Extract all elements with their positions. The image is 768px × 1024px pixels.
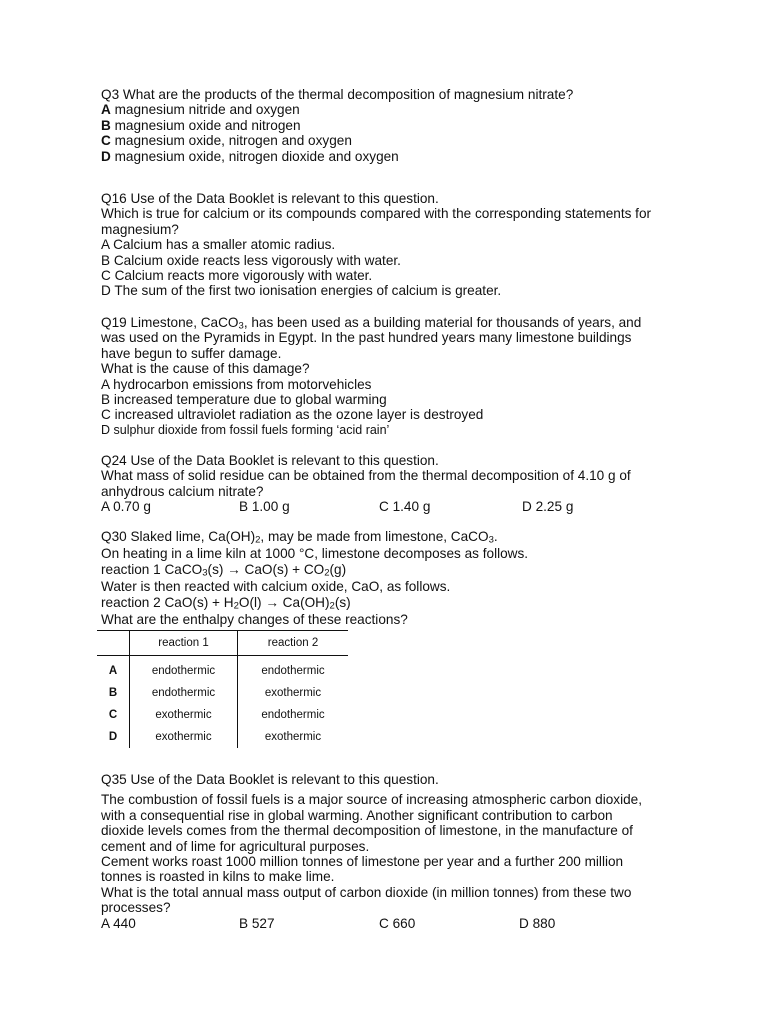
table-header-key [97,631,130,656]
q3-stem: Q3 What are the products of the thermal decomposition of magnesium nitrate? [101,87,574,102]
q3-option-a: A magnesium nitride and oxygen [101,102,300,118]
q35-options [101,916,646,932]
q35-question: What is the total annual mass output of carbon dioxide (in million tonnes) from these two processes? [101,884,632,916]
question-q3 [101,87,661,164]
table-row [97,656,348,683]
question-q24 [101,453,646,515]
q24-stem: What mass of solid residue can be obtained from the thermal decomposition of 4.10 g of anhydrous calcium nitrate? [101,468,631,499]
q30-line2: On heating in a lime kiln at 1000 °C, limestone decomposes as follows. [101,545,529,561]
table-header-row [97,631,348,656]
table-cell: endothermic [261,709,325,721]
q30-reaction1: reaction 1 CaCO$_3$(s) → $CaO(s) + CO_2(g)$ [101,562,347,579]
q19-option-d: D sulphur dioxide from fossil fuels forming ‘acid rain’ [101,422,390,437]
table-cell: endothermic [261,665,325,677]
table-cell: exothermic [264,731,322,743]
q3-option-c: C magnesium oxide, nitrogen and oxygen [101,133,352,149]
table-row [97,726,348,748]
table-row [97,704,348,726]
q35-paragraph2: Cement works roast 1000 million tonnes of limestone per year and a further 200 million tonnes is roasted in kilns to make lime. [101,854,624,885]
q24-option-d: D 2.25 g [522,499,574,515]
q19-option-c: C increased ultraviolet radiation as the ozone layer is destroyed [101,407,484,423]
table-row-key: A [97,656,130,683]
table-cell: exothermic [130,726,238,748]
q24-line1: Q24 Use of the Data Booklet is relevant to this question. [101,453,439,468]
table-header-reaction1: reaction 1 [130,631,238,656]
q24-options [101,499,646,515]
q16-option-a: A Calcium has a smaller atomic radius. [101,237,336,253]
q3-option-d: D magnesium oxide, nitrogen dioxide and oxygen [101,148,399,164]
q30-line4: Water is then reacted with calcium oxide, CaO, as follows. [101,578,451,594]
table-cell: endothermic [130,656,238,683]
q35-paragraph1: The combustion of fossil fuels is a major source of increasing atmospheric carbon dioxide, with a consequential rise in global warming. Another significant contribution to carbon dioxide levels comes from the thermal decomposition of limestone, in the manufacture of cement and of lime for agricultural purposes. [101,792,642,854]
question-q19 [101,315,646,438]
q30-question: What are the enthalpy changes of these reactions? [101,611,408,627]
q3-option-b: B magnesium oxide and nitrogen [101,117,301,133]
q16-option-b: B Calcium oxide reacts less vigorously with water. [101,252,401,268]
q35-option-b: B 527 [239,915,275,931]
q16-line1: Q16 Use of the Data Booklet is relevant to this question. [101,191,439,206]
q19-question: What is the cause of this damage? [101,361,310,377]
question-q16 [101,191,661,299]
q16-option-d: D The sum of the first two ionisation energies of calcium is greater. [101,283,502,299]
q24-option-b: B 1.00 g [239,499,290,515]
q35-option-d: D 880 [519,915,556,931]
question-q30 [101,529,661,629]
table-row-key: B [97,682,130,704]
q16-option-c: C Calcium reacts more vigorously with water. [101,268,373,284]
table-cell: endothermic [130,682,238,704]
q19-option-b: B increased temperature due to global warming [101,392,387,408]
table-row-key: C [97,704,130,726]
q24-option-c: C 1.40 g [379,499,431,515]
q16-stem: Which is true for calcium or its compounds compared with the corresponding statements for magnesium? [101,206,652,237]
table-row [97,682,348,704]
table-row-key: D [97,726,130,748]
q35-line1: Q35 Use of the Data Booklet is relevant to this question. [101,772,439,787]
q30-reaction2: reaction 2 $CaO(s) + H_2O(l) \to Ca(OH)_2(s)$ [101,595,351,612]
table-cell: exothermic [264,687,322,699]
q35-option-a: A 440 [101,915,136,931]
q35-option-c: C 660 [379,915,416,931]
table-header-reaction2: reaction 2 [238,631,349,656]
q19-stem: Q19 Limestone, CaCO$_3$, has been used as a building material for thousands of years, and was used on the Pyramids in Egypt. In the past hundred years many limestone buildings have begun to suffer damage. [101,315,642,361]
q30-line1: Q30 Slaked lime, $Ca(OH)_2$, may be made from limestone, CaCO$_3$. [101,529,498,546]
q24-option-a: A 0.70 g [101,499,151,515]
q30-options-table [97,630,348,748]
q19-option-a: A hydrocarbon emissions from motorvehicles [101,376,372,392]
question-q35 [101,772,646,932]
table-cell: exothermic [130,704,238,726]
